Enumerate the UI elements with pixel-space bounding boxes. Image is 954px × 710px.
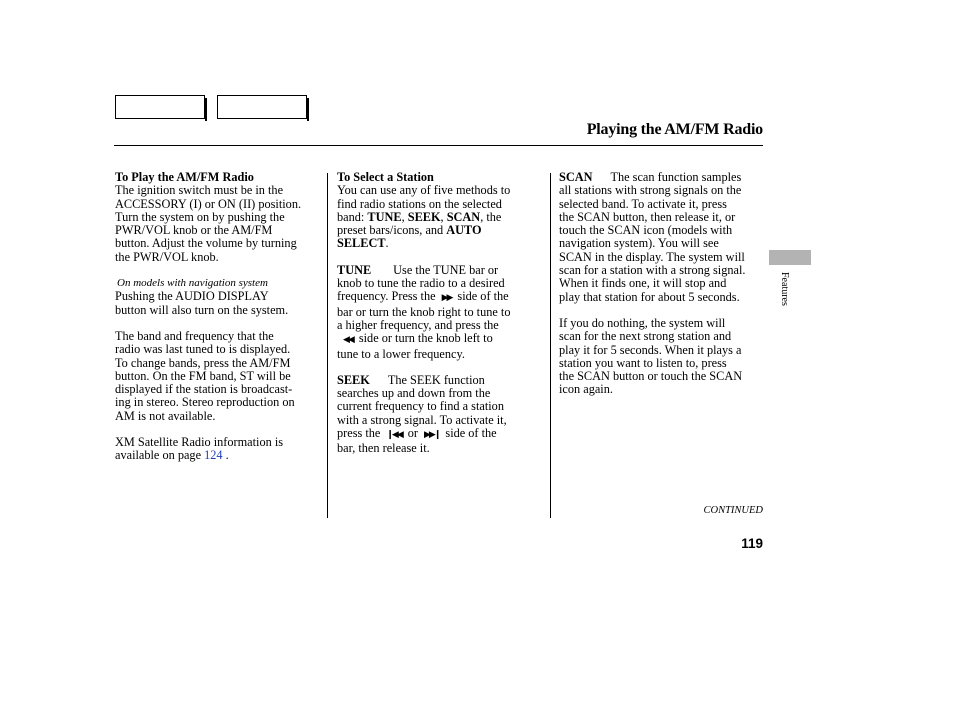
text-line: If you do nothing, the system will [559, 315, 726, 330]
text-line: When it finds one, it will stop and [559, 276, 727, 291]
term-tune: TUNE [367, 209, 402, 224]
text-line: To change bands, press the AM/FM [115, 355, 291, 370]
text-line: ACCESSORY (I) or ON (II) position. [115, 196, 302, 211]
continued-label: CONTINUED [703, 505, 763, 516]
heading-select-station: To Select a Station [337, 170, 434, 184]
text-line: scan for the next strong station and [559, 329, 732, 344]
text-line: Turn the system on by pushing the [115, 209, 285, 224]
page-title: Playing the AM/FM Radio [586, 121, 763, 138]
text-line: the PWR/VOL knob. [115, 249, 219, 264]
seek-heading: SEEK [337, 372, 370, 387]
term-seek: SEEK [407, 209, 441, 224]
text-line-part: The scan function samples [610, 170, 742, 184]
text-line: AM is not available. [115, 408, 216, 423]
text-line: play it for 5 seconds. When it plays a [559, 342, 742, 357]
page-124-link[interactable]: 124 [204, 448, 223, 463]
text-line-part: side of the [445, 426, 497, 441]
tune-heading: TUNE [337, 262, 372, 277]
text-line: button. Adjust the volume by turning [115, 236, 297, 251]
text-line [559, 171, 774, 184]
text-line: The ignition switch must be in the [115, 183, 284, 198]
text-line: the SCAN button, then release it, or [559, 209, 736, 224]
text-preset: preset bars/icons, and [337, 223, 444, 238]
column-3 [559, 171, 774, 397]
header-rule [114, 145, 763, 146]
text-line [337, 332, 547, 347]
text-line-part: press the [337, 426, 381, 441]
text-line: button will also turn on the system. [115, 302, 289, 317]
text-line: band: TUNE, SEEK, SCAN, the [337, 209, 502, 224]
text-line: a higher frequency, and press the [337, 317, 499, 332]
text-line: scan for a station with a strong signal. [559, 263, 746, 278]
text-line: bar or turn the knob right to tune to [337, 304, 511, 319]
text-line: touch the SCAN icon (models with [559, 223, 733, 238]
page-number: 119 [741, 536, 763, 551]
text-line: You can use any of five methods to [337, 183, 511, 198]
text-line: tune to a lower frequency. [337, 346, 465, 361]
text-the: , the [480, 209, 502, 224]
text-line: navigation system). You will see [559, 236, 719, 251]
xm-text-prefix: available on page [115, 448, 202, 463]
text-line-part: The SEEK function [387, 372, 485, 387]
text-line: ing in stereo. Stereo reproduction on [115, 395, 295, 410]
term-select: SELECT [337, 236, 386, 251]
text-line: PWR/VOL knob or the AM/FM [115, 223, 273, 238]
header-tab-box-1 [115, 95, 205, 119]
column-divider-2 [550, 173, 551, 518]
text-line [337, 427, 547, 442]
text-line: station you want to listen to, press [559, 355, 727, 370]
text-line: searches up and down from the [337, 386, 491, 401]
text-line: button. On the FM band, ST will be [115, 368, 291, 383]
skip-forward-icon: ▶▶❙ [424, 430, 440, 441]
text-line: knob to tune the radio to a desired [337, 276, 505, 291]
text-line-part: or [407, 426, 419, 441]
header-tab-box-2 [217, 95, 307, 119]
xm-text-suffix: . [225, 448, 229, 463]
text-line-part: side or turn the knob left to [358, 331, 493, 346]
text-line [115, 449, 323, 462]
text-line: SELECT. [337, 236, 389, 251]
text-line-part: side of the [457, 289, 509, 304]
text-line [337, 224, 547, 237]
section-tab [769, 250, 811, 265]
text-line: Pushing the AUDIO DISPLAY [115, 289, 269, 304]
section-label: Features [779, 272, 790, 306]
text-band: band: [337, 209, 365, 224]
text-line [337, 264, 547, 277]
term-auto: AUTO [446, 223, 482, 238]
text-line: selected band. To activate it, press [559, 196, 727, 211]
heading-play-radio: To Play the AM/FM Radio [115, 170, 254, 184]
skip-back-icon: ❙◀◀ [386, 430, 402, 441]
column-2 [337, 171, 547, 456]
text-line: the SCAN button or touch the SCAN [559, 369, 743, 384]
text-line: SCAN in the display. The system will [559, 249, 745, 264]
term-scan: SCAN [446, 209, 481, 224]
text-line: The band and frequency that the [115, 328, 274, 343]
text-line: bar, then release it. [337, 441, 430, 456]
text-line [337, 374, 547, 387]
text-line: current frequency to find a station [337, 399, 504, 414]
text-line: with a strong signal. To activate it, [337, 412, 507, 427]
text-line: icon again. [559, 382, 613, 397]
fast-forward-icon: ▶▶ [441, 293, 452, 304]
text-line: radio was last tuned to is displayed. [115, 342, 291, 357]
scan-heading: SCAN [559, 170, 593, 184]
text-line: all stations with strong signals on the [559, 183, 742, 198]
nav-model-note: On models with navigation system [117, 277, 268, 290]
text-line: displayed if the station is broadcast- [115, 382, 293, 397]
column-1 [115, 171, 323, 463]
text-line [337, 290, 547, 305]
text-line: play that station for about 5 seconds. [559, 289, 740, 304]
text-line: find radio stations on the selected [337, 196, 502, 211]
rewind-icon: ◀◀ [343, 335, 353, 346]
text-line: XM Satellite Radio information is [115, 435, 284, 450]
text-line-part: Use the TUNE bar or [393, 262, 499, 277]
column-divider-1 [327, 173, 328, 518]
text-line-part: frequency. Press the [337, 289, 436, 304]
